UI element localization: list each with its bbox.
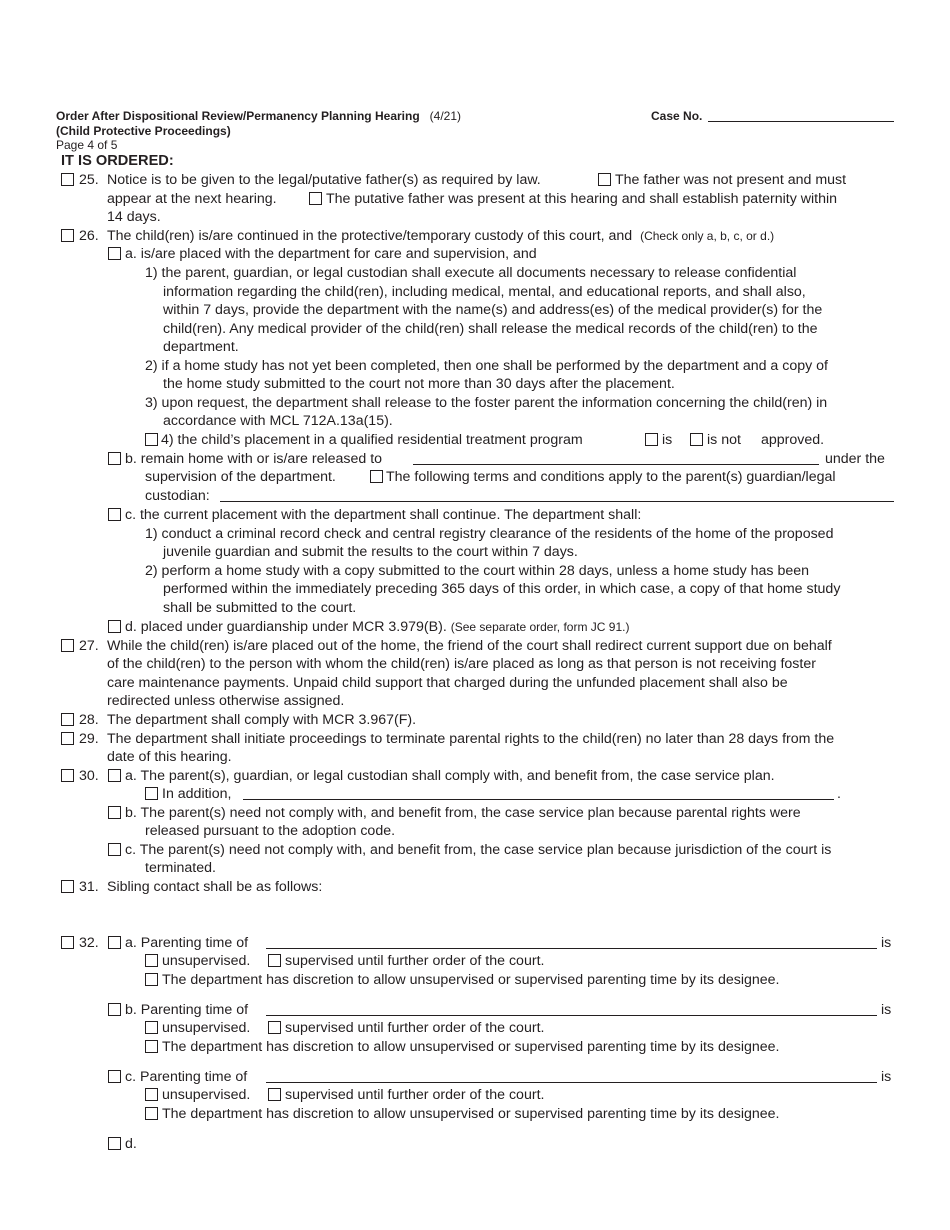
item-30a-addition-field[interactable] bbox=[243, 799, 834, 800]
item-32c-discretion-label: The department has discretion to allow unsupervised or supervised parenting time by its designee. bbox=[162, 1106, 780, 1122]
item-32c-checkbox[interactable] bbox=[108, 1070, 121, 1083]
item-32a-text: a. Parenting time of bbox=[125, 935, 249, 951]
item-32a-supervised-checkbox[interactable] bbox=[268, 954, 281, 967]
item-32c-supervised-checkbox[interactable] bbox=[268, 1088, 281, 1101]
item-32d-text: d. bbox=[125, 1136, 137, 1152]
item-26c-2-line3: shall be submitted to the court. bbox=[163, 600, 357, 616]
item-25-putative-father-checkbox[interactable] bbox=[309, 192, 322, 205]
item-25-number: 25. bbox=[79, 172, 99, 188]
item-26d-checkbox[interactable] bbox=[108, 620, 121, 633]
item-32b-unsupervised-checkbox[interactable] bbox=[145, 1021, 158, 1034]
item-30a-addition-label: In addition, bbox=[162, 786, 232, 802]
case-no-field[interactable] bbox=[708, 121, 894, 122]
item-25-checkbox[interactable] bbox=[61, 173, 74, 186]
item-31-number: 31. bbox=[79, 879, 99, 895]
item-29-line1: The department shall initiate proceedings to terminate parental rights to the child(ren) no later than 28 days from the bbox=[107, 731, 835, 747]
item-32b-parenting-time-field[interactable] bbox=[266, 1015, 877, 1016]
item-30c-line2: terminated. bbox=[145, 860, 216, 876]
item-30-checkbox[interactable] bbox=[61, 769, 74, 782]
item-32d-checkbox[interactable] bbox=[108, 1137, 121, 1150]
item-26-note: (Check only a, b, c, or d.) bbox=[640, 229, 775, 243]
item-26a-1-line1: 1) the parent, guardian, or legal custodian shall execute all documents necessary to release confidential bbox=[145, 265, 797, 281]
item-27-line4: redirected unless otherwise assigned. bbox=[107, 693, 345, 709]
item-26a-3-line1: 3) upon request, the department shall release to the foster parent the information concerning the child(ren) in bbox=[145, 395, 828, 411]
item-27-checkbox[interactable] bbox=[61, 639, 74, 652]
item-30a-text: a. The parent(s), guardian, or legal custodian shall comply with, and benefit from, the case service plan. bbox=[125, 768, 775, 784]
item-26b-custodian-field[interactable] bbox=[220, 501, 894, 502]
item-32b-discretion-label: The department has discretion to allow unsupervised or supervised parenting time by its designee. bbox=[162, 1039, 780, 1055]
item-26c-2-line2: performed within the immediately preceding 365 days of this order, in which case, a copy of that home study bbox=[163, 581, 841, 597]
item-26b-checkbox[interactable] bbox=[108, 452, 121, 465]
item-32b-checkbox[interactable] bbox=[108, 1003, 121, 1016]
item-29-checkbox[interactable] bbox=[61, 732, 74, 745]
item-31-checkbox[interactable] bbox=[61, 880, 74, 893]
item-32b-text: b. Parenting time of bbox=[125, 1002, 249, 1018]
item-26c-1-line2: juvenile guardian and submit the results to the court within 7 days. bbox=[163, 544, 578, 560]
item-25-father-not-present-text: The father was not present and must bbox=[615, 172, 847, 188]
item-26a-1-line3: within 7 days, provide the department with the name(s) and address(es) of the medical provider(s) for the bbox=[163, 302, 823, 318]
item-26c-1-line1: 1) conduct a criminal record check and central registry clearance of the residents of the home of the proposed bbox=[145, 526, 834, 542]
item-32b-is: is bbox=[881, 1002, 892, 1018]
item-31-text: Sibling contact shall be as follows: bbox=[107, 879, 323, 895]
item-25-text: Notice is to be given to the legal/putative father(s) as required by law. bbox=[107, 172, 541, 188]
item-32c-supervised-label: supervised until further order of the court. bbox=[285, 1087, 545, 1103]
item-26b-terms-checkbox[interactable] bbox=[370, 470, 383, 483]
item-26a-text: a. is/are placed with the department for care and supervision, and bbox=[125, 246, 537, 262]
item-27-number: 27. bbox=[79, 638, 99, 654]
item-26a-3-line2: accordance with MCL 712A.13a(15). bbox=[163, 413, 393, 429]
item-30a-checkbox[interactable] bbox=[108, 769, 121, 782]
item-29-number: 29. bbox=[79, 731, 99, 747]
item-30b-line2: released pursuant to the adoption code. bbox=[145, 823, 396, 839]
item-30a-addition-checkbox[interactable] bbox=[145, 787, 158, 800]
item-26a-4-checkbox[interactable] bbox=[145, 433, 158, 446]
item-32b-unsupervised-label: unsupervised. bbox=[162, 1020, 251, 1036]
item-32c-unsupervised-checkbox[interactable] bbox=[145, 1088, 158, 1101]
item-26b-custodian-label: custodian: bbox=[145, 488, 210, 504]
item-32c-parenting-time-field[interactable] bbox=[266, 1082, 877, 1083]
item-26b-text: b. remain home with or is/are released to bbox=[125, 451, 383, 467]
page-number: Page 4 of 5 bbox=[56, 138, 118, 152]
item-30b-checkbox[interactable] bbox=[108, 806, 121, 819]
item-25-days-text: 14 days. bbox=[107, 209, 161, 225]
item-26d-text: d. placed under guardianship under MCR 3.979(B). (See separate order, form JC 91.) bbox=[125, 619, 630, 635]
item-32a-unsupervised-label: unsupervised. bbox=[162, 953, 251, 969]
item-26a-4-approved: approved. bbox=[761, 432, 825, 448]
item-29-line2: date of this hearing. bbox=[107, 749, 232, 765]
item-32a-unsupervised-checkbox[interactable] bbox=[145, 954, 158, 967]
item-32b-discretion-checkbox[interactable] bbox=[145, 1040, 158, 1053]
item-26a-2-line1: 2) if a home study has not yet been completed, then one shall be performed by the department and a copy of bbox=[145, 358, 829, 374]
item-26b-under-the: under the bbox=[825, 451, 885, 467]
item-32-number: 32. bbox=[79, 935, 99, 951]
item-32a-is: is bbox=[881, 935, 892, 951]
form-title: Order After Dispositional Review/Permanency Planning Hearing (4/21) bbox=[56, 109, 462, 123]
item-32c-unsupervised-label: unsupervised. bbox=[162, 1087, 251, 1103]
item-26b-terms-text: The following terms and conditions apply to the parent(s) guardian/legal bbox=[386, 469, 836, 485]
item-26a-4-is-not-label: is not bbox=[707, 432, 741, 448]
item-32-checkbox[interactable] bbox=[61, 936, 74, 949]
item-32a-discretion-checkbox[interactable] bbox=[145, 973, 158, 986]
item-30a-addition-period: . bbox=[837, 786, 841, 802]
item-32a-parenting-time-field[interactable] bbox=[266, 948, 877, 949]
item-28-checkbox[interactable] bbox=[61, 713, 74, 726]
case-no-label: Case No. bbox=[651, 109, 703, 123]
item-26d-note: (See separate order, form JC 91.) bbox=[450, 620, 630, 634]
item-26b-released-to-field[interactable] bbox=[413, 464, 819, 465]
item-30c-checkbox[interactable] bbox=[108, 843, 121, 856]
item-27-line1: While the child(ren) is/are placed out of the home, the friend of the court shall redirect current support due on behalf bbox=[107, 638, 832, 654]
item-26a-4-is-not-checkbox[interactable] bbox=[690, 433, 703, 446]
item-30-number: 30. bbox=[79, 768, 99, 784]
item-30b-line1: b. The parent(s) need not comply with, and benefit from, the case service plan because parental rights were bbox=[125, 805, 801, 821]
item-27-line3: care maintenance payments. Unpaid child support that charged during the unfunded placement shall also be bbox=[107, 675, 788, 691]
item-26-number: 26. bbox=[79, 228, 99, 244]
item-26a-1-line5: department. bbox=[163, 339, 239, 355]
item-26a-1-line2: information regarding the child(ren), including medical, mental, and educational reports, and shall also, bbox=[163, 284, 806, 300]
item-26a-4-is-checkbox[interactable] bbox=[645, 433, 658, 446]
item-32b-supervised-checkbox[interactable] bbox=[268, 1021, 281, 1034]
item-26b-supervision-text: supervision of the department. bbox=[145, 469, 336, 485]
item-32c-text: c. Parenting time of bbox=[125, 1069, 248, 1085]
item-25-putative-father-text: The putative father was present at this hearing and shall establish paternity within bbox=[326, 191, 838, 207]
item-32a-discretion-label: The department has discretion to allow unsupervised or supervised parenting time by its designee. bbox=[162, 972, 780, 988]
item-32b-supervised-label: supervised until further order of the court. bbox=[285, 1020, 545, 1036]
item-26a-2-line2: the home study submitted to the court not more than 30 days after the placement. bbox=[163, 376, 675, 392]
item-32a-checkbox[interactable] bbox=[108, 936, 121, 949]
item-26-checkbox[interactable] bbox=[61, 229, 74, 242]
form-subtitle: (Child Protective Proceedings) bbox=[56, 124, 231, 138]
item-26c-checkbox[interactable] bbox=[108, 508, 121, 521]
item-26a-4-text: 4) the child’s placement in a qualified residential treatment program bbox=[161, 432, 583, 448]
it-is-ordered-heading: IT IS ORDERED: bbox=[61, 153, 174, 169]
item-26-text: The child(ren) is/are continued in the protective/temporary custody of this court, and (Check only a, b, c, or d.) bbox=[107, 228, 775, 244]
item-32a-supervised-label: supervised until further order of the court. bbox=[285, 953, 545, 969]
item-28-number: 28. bbox=[79, 712, 99, 728]
item-27-line2: of the child(ren) to the person with whom the child(ren) is/are placed as long as that person is not receiving foster bbox=[107, 656, 816, 672]
item-25-next-hearing-text: appear at the next hearing. bbox=[107, 191, 277, 207]
item-26a-checkbox[interactable] bbox=[108, 247, 121, 260]
item-28-text: The department shall comply with MCR 3.967(F). bbox=[107, 712, 417, 728]
item-26a-1-line4: child(ren). Any medical provider of the child(ren) shall release the medical records of the child(ren) to the bbox=[163, 321, 818, 337]
item-30c-line1: c. The parent(s) need not comply with, and benefit from, the case service plan because jurisdiction of the court is bbox=[125, 842, 832, 858]
form-revision: (4/21) bbox=[429, 109, 462, 123]
item-26a-4-is-label: is bbox=[662, 432, 673, 448]
item-32c-discretion-checkbox[interactable] bbox=[145, 1107, 158, 1120]
item-26c-2-line1: 2) perform a home study with a copy submitted to the court within 28 days, unless a home study has been bbox=[145, 563, 810, 579]
item-26c-text: c. the current placement with the department shall continue. The department shall: bbox=[125, 507, 642, 523]
item-25-father-not-present-checkbox[interactable] bbox=[598, 173, 611, 186]
item-32c-is: is bbox=[881, 1069, 892, 1085]
